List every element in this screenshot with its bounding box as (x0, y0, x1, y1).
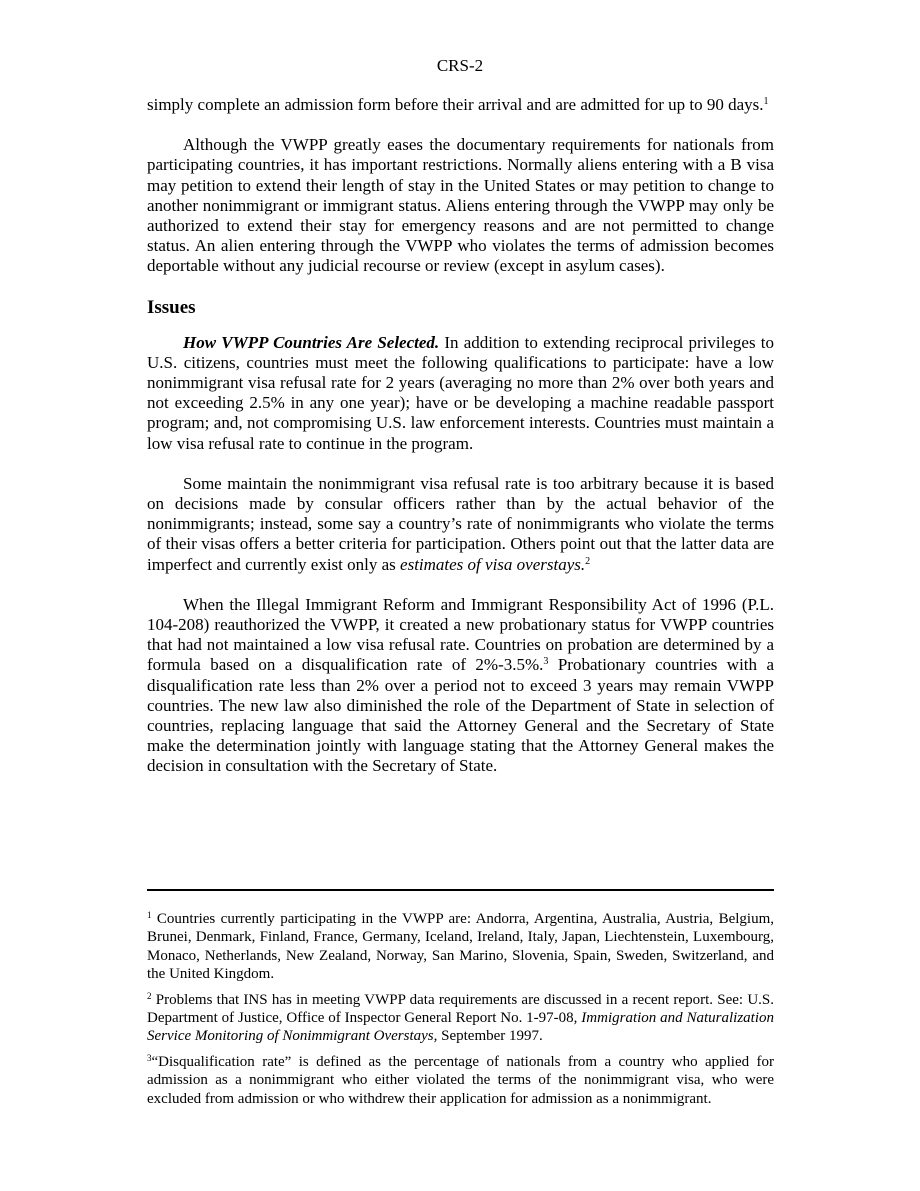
footnote-2 (147, 991, 774, 1046)
footnote-text: Problems that INS has in meeting VWPP data requirements are discussed in a recent report. See: U.S. Department of Justice, Office of Inspector General Report No. 1-97-08, (147, 991, 774, 1027)
run-in-heading: How VWPP Countries Are Selected. (183, 332, 440, 352)
paragraph-probation (147, 595, 774, 777)
paragraph-text: In addition to extending reciprocal privileges to U.S. citizens, countries must meet the following qualifications to participate: have a low nonimmigrant visa refusal rate for 2 years (averaging no more than 2% over both years and not exceeding 2.5% in any one year); have or be developing a machine readable passport program; and, not compromising U.S. law enforcement interests. Countries must maintain a low visa refusal rate to continue in the program. (147, 332, 774, 453)
footnote-ref-2[interactable]: 2 (585, 555, 591, 567)
footnote-text: September 1997. (437, 1028, 543, 1045)
footnote-number: 2 (147, 990, 152, 1001)
footnote-number: 1 (147, 910, 152, 920)
paragraph-text: simply complete an admission form before their arrival and are admitted for up to 90 days. (147, 95, 764, 114)
footnote-1 (147, 910, 774, 984)
italic-phrase: estimates of visa overstays. (400, 554, 586, 574)
footnote-number: 3 (147, 1052, 152, 1063)
page-number-header: CRS-2 (436, 56, 484, 75)
footnote-3 (147, 1053, 774, 1108)
report-title: Immigration and Naturalization Service Monitoring of Nonimmigrant Overstays, (147, 1010, 774, 1045)
footnote-text: “Disqualification rate” is defined as the percentage of nationals from a country who applied for admission as a nonimmigrant who either violated the terms of the nonimmigrant visa, who were excluded from admission or who withdrew their application for admission as a nonimmigrant. (147, 1053, 774, 1107)
paragraph-refusal-rate (147, 474, 774, 575)
paragraph-restrictions: Although the VWPP greatly eases the documentary requirements for nationals from participating countries, it has important restrictions. Normally aliens entering with a B visa may petition to extend their length of stay in the United States or may petition to change to another nonimmigrant or immigrant status. Aliens entering through the VWPP may only be authorized to extend their stay for emergency reasons and are not permitted to change status. An alien entering through the VWPP who violates the terms of admission becomes deportable without any judicial recourse or review (except in asylum cases). (147, 135, 774, 276)
paragraph-text: When the Illegal Immigrant Reform and Immigrant Responsibility Act of 1996 (P.L. 104-208) reauthorized the VWPP, it created a new probationary status for VWPP countries that had not maintained a low visa refusal rate. Countries on probation are determined by a formula based on a disqualification rate of 2%-3.5%. (147, 594, 774, 675)
document-body (147, 95, 774, 797)
footnotes (147, 910, 774, 1115)
footnote-ref-1[interactable]: 1 (763, 96, 769, 107)
paragraph-text: Some maintain the nonimmigrant visa refusal rate is too arbitrary because it is based on decisions made by consular officers rather than by the actual behavior of the nonimmigrants; instead, some say a country’s rate of nonimmigrants who violate the terms of their visas offers a better criteria for participation. Others point out that the latter data are imperfect and currently exist only as (147, 473, 774, 574)
section-heading-issues: Issues (147, 296, 196, 318)
paragraph-text: Probationary countries with a disqualification rate less than 2% over a period not to exceed 3 years may remain VWPP countries. The new law also diminished the role of the Department of State in selection of countries, replacing language that said the Attorney General and the Secretary of State make the determination jointly with language stating that the Attorney General makes the decision in consultation with the Secretary of State. (147, 655, 774, 776)
footnote-separator (147, 889, 774, 891)
paragraph-selection (147, 333, 774, 454)
footnote-ref-3[interactable]: 3 (543, 656, 549, 668)
footnote-text: Countries currently participating in the VWPP are: Andorra, Argentina, Australia, Austria, Belgium, Brunei, Denmark, Finland, France, Germany, Iceland, Ireland, Italy, Japan, Liechtenstein, Luxembourg, Monaco, Netherlands, New Zealand, Norway, San Marino, Slovenia, Spain, Sweden, Switzerland, and the United Kingdom. (147, 911, 774, 983)
paragraph-continuation (147, 95, 774, 115)
